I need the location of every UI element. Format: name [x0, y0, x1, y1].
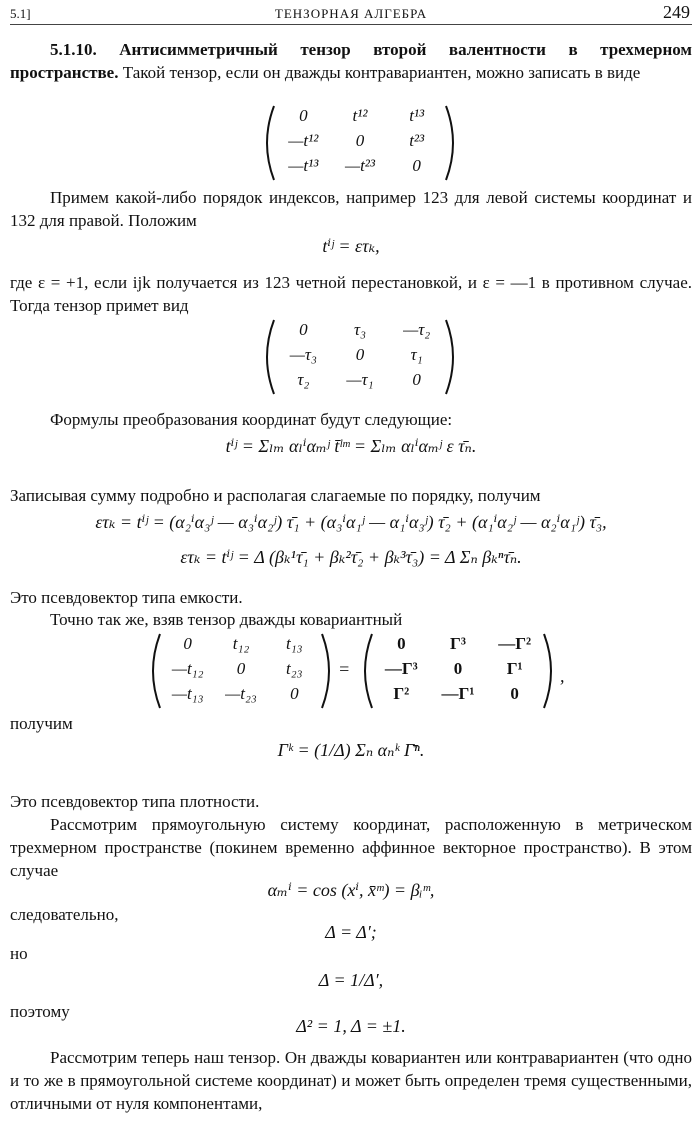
matrix-cell: —τ₁: [346, 370, 374, 389]
paragraph-density: Это псевдовектор типа плотности.: [10, 792, 260, 811]
right-paren: [322, 634, 329, 708]
equation-cosine: αₘⁱ = cos (xⁱ, x̄ᵐ) = βᵢᵐ,: [267, 880, 435, 900]
matrix-cell: —t₂₃: [225, 684, 257, 703]
matrix-cell: t¹²: [352, 106, 368, 125]
left-paren: [267, 320, 274, 394]
matrix-cell: 0: [412, 370, 421, 389]
paragraph-covariant: Точно так же, взяв тензор дважды ковариантный: [50, 610, 403, 629]
equation-transform: tⁱʲ = Σₗₘ αₗⁱαₘʲ t̄ˡᵐ = Σₗₘ αₗⁱαₘʲ ε τ̄ₙ.: [225, 436, 477, 456]
equation-pseudovector: ετₖ = tⁱʲ = Δ (βₖ¹τ̄₁ + βₖ²τ̄₂ + βₖ³τ̄₃) = Δ Σₙ βₖⁿτ̄ₙ.: [180, 547, 522, 567]
matrix-cell: 0: [355, 345, 365, 364]
equation-expanded-sum: ετₖ = tⁱʲ = (α₂ⁱα₃ʲ — α₃ⁱα₂ʲ) τ̄₁ + (α₃ⁱα₁ʲ — α₁ⁱα₃ʲ) τ̄₂ + (α₁ⁱα₂ʲ — α₂ⁱα₁ʲ) τ̄₃,: [95, 512, 607, 532]
header-title: ТЕНЗОРНАЯ АЛГЕБРА: [274, 6, 428, 21]
equation-delta-inverse: Δ = 1/Δ′,: [318, 970, 384, 990]
matrix-cell: 0: [453, 659, 463, 678]
matrix-cell: —t²³: [344, 156, 375, 175]
paragraph-transform: Формулы преобразования координат будут следующие:: [50, 410, 453, 429]
matrix-cell: τ₁: [410, 345, 423, 364]
section-intro: [10, 38, 692, 84]
matrix-cell: t₁₃: [286, 634, 303, 653]
matrix-cell: 0: [236, 659, 246, 678]
matrix-cell: 0: [290, 684, 299, 703]
page: [10, 0, 692, 1122]
paragraph-epsilon: где ε = +1, если ijk получается из 123 четной перестановкой, и ε = —1 в противном случае. Тогда тензор примет вид: [10, 273, 692, 315]
paragraph-therefore: поэтому: [10, 1002, 70, 1021]
matrix-cell: —Γ²: [498, 634, 532, 653]
comma-sign: ,: [560, 666, 565, 686]
paragraph-consequently: следовательно,: [10, 905, 119, 924]
matrix-cell: —τ₂: [403, 320, 431, 339]
matrix-cell: —t₁₃: [171, 684, 204, 703]
matrix-cell: Γ¹: [506, 659, 523, 678]
right-paren: [446, 320, 453, 394]
matrix-cell: t₁₂: [232, 634, 250, 653]
matrix-covariant: [146, 632, 336, 710]
matrix-cell: 0: [412, 156, 421, 175]
page-number: 249: [663, 2, 690, 22]
left-paren: [153, 634, 160, 708]
paragraph-we-get: получим: [10, 714, 73, 733]
paragraph-index-order: Примем какой-либо порядок индексов, например 123 для левой системы координат и 132 для правой. Положим: [10, 188, 692, 230]
equals-sign: =: [338, 659, 351, 679]
left-paren: [267, 106, 274, 180]
matrix-contravariant: [260, 104, 460, 182]
right-paren: [446, 106, 453, 180]
section-number: 5.1.10.: [50, 40, 97, 59]
matrix-cell: —Γ¹: [441, 684, 475, 703]
matrix-cell: 0: [510, 684, 519, 703]
matrix-cell: —Γ³: [384, 659, 418, 678]
header-section: 5.1]: [10, 6, 31, 21]
matrix-cell: Γ²: [393, 684, 410, 703]
right-paren: [544, 634, 551, 708]
equation-gamma: Γᵏ = (1/Δ) Σₙ αₙᵏ Γ̄ⁿ.: [277, 740, 425, 760]
matrix-cell: —t¹²: [288, 131, 319, 150]
paragraph-sum: Записывая сумму подробно и располагая слагаемые по порядку, получим: [10, 486, 541, 505]
matrix-cell: —t¹³: [288, 156, 319, 175]
equation-delta-prime: Δ = Δ′;: [325, 922, 377, 942]
paragraph-but: но: [10, 944, 28, 963]
matrix-gamma: [358, 632, 558, 710]
matrix-cell: t₂₃: [286, 659, 303, 678]
paragraph-capacity: Это псевдовектор типа емкости.: [10, 588, 243, 607]
matrix-cell: —t₁₂: [171, 659, 204, 678]
matrix-cell: 0: [355, 131, 365, 150]
matrix-cell: 0: [183, 634, 192, 653]
matrix-tau: [260, 318, 460, 396]
matrix-cell: t²³: [409, 131, 425, 150]
paragraph-rectangular: Рассмотрим прямоугольную систему координат, расположенную в метрическом трехмерном пространстве (покинем временно аффинное векторное пространство). В этом случае: [10, 815, 692, 880]
left-paren: [365, 634, 372, 708]
running-header: [10, 2, 692, 25]
matrix-cell: 0: [299, 320, 308, 339]
equation-t-epsilon-tau: tⁱʲ = ετₖ,: [322, 236, 380, 256]
paragraph-tensor: Рассмотрим теперь наш тензор. Он дважды ковариантен или контравариантен (что одно и то же в прямоугольной системе координат) и может быть определен тремя существенными, отличными от нуля компонентами,: [10, 1048, 692, 1113]
equation-delta-squared: Δ² = 1, Δ = ±1.: [296, 1016, 406, 1036]
matrix-cell: Γ³: [450, 634, 466, 653]
matrix-cell: τ₂: [297, 370, 310, 389]
section-intro-text: Такой тензор, если он дважды контравариантен, можно записать в виде: [122, 63, 641, 82]
matrix-cell: 0: [299, 106, 308, 125]
matrix-cell: t¹³: [409, 106, 425, 125]
matrix-cell: —τ₃: [289, 345, 317, 364]
matrix-cell: 0: [397, 634, 406, 653]
section-title: Антисимметричный тензор второй валентности в трехмерном пространстве.: [10, 40, 693, 82]
matrix-cell: τ₃: [353, 320, 366, 339]
